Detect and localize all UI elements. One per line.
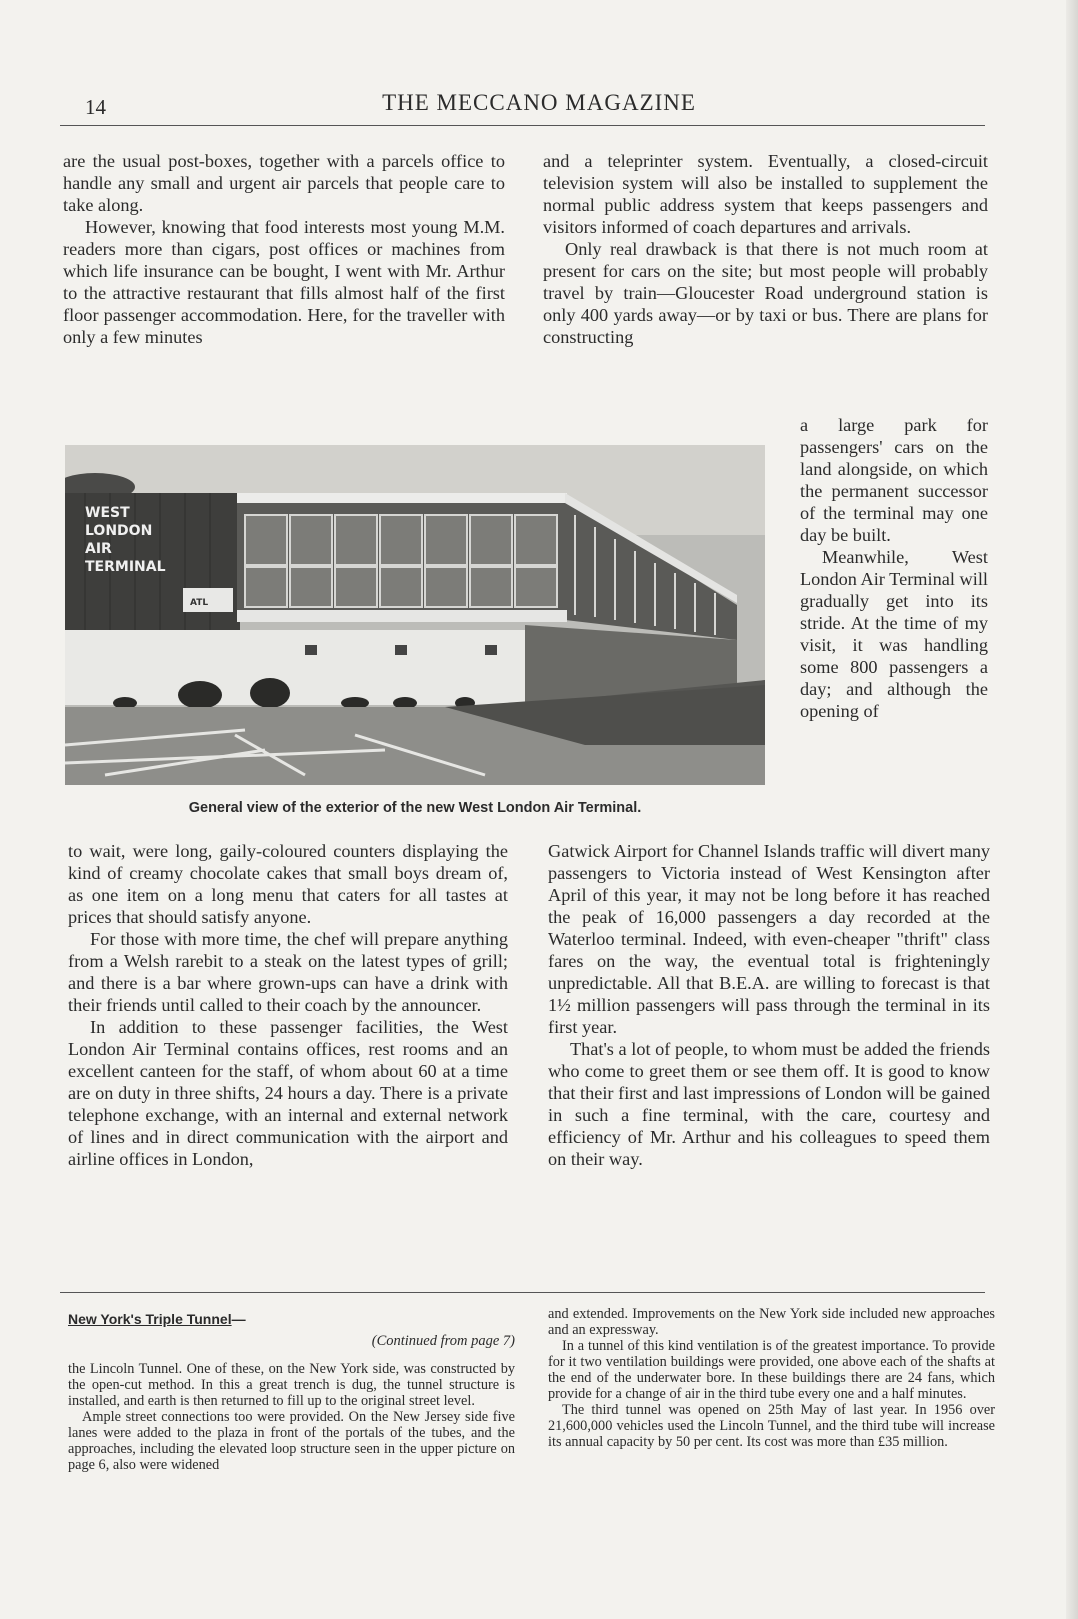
paragraph: Meanwhile, West London Air Terminal will gradually get into its stride. At the time of my visit, it was handling some 800 passengers a day; and although the opening of [800, 547, 988, 721]
section-rule [60, 1292, 985, 1293]
paragraph: Gatwick Airport for Channel Islands traffic will divert many passengers to Victoria instead of West Kensington after April of this year, it may not be long before it has reached the peak of 16,000 passengers a day recorded at the Waterloo terminal. Indeed, with even-cheaper "thrift" class fares on the way, the eventual total is frighteningly unpredictable. All that B.E.A. are willing to forecast is that 1½ million passengers will pass through the terminal in its first year. [548, 841, 990, 1037]
paragraph: However, knowing that food interests most young M.M. readers more than cigars, post offices or machines from which life insurance can be bought, I went with Mr. Arthur to the attractive restaurant that fills almost half of the first floor passenger accommodation. Here, for the traveller with only a few minutes [63, 217, 505, 347]
sign-london: LONDON [85, 523, 153, 539]
paragraph: In addition to these passenger facilities, the West London Air Terminal contains offices, rest rooms and an excellent canteen for the staff, of whom about 60 at a time are on duty in three shifts, 24 hours a day. There is a private telephone exchange, with an internal and external network of lines and in direct communication with the airport and airline offices in London, [68, 1017, 508, 1169]
sign-west: WEST [85, 505, 130, 521]
article-col-left-bottom [68, 840, 508, 1170]
terminal-photo [65, 445, 765, 785]
photo-caption: General view of the exterior of the new West London Air Terminal. [188, 800, 642, 816]
paragraph: For those with more time, the chef will prepare anything from a Welsh rarebit to a steak on the latest types of grill; and there is a bar where grown-ups can have a drink with their friends until called to their coach by the announcer. [68, 929, 508, 1015]
continued-from-note: (Continued from page 7) [371, 1333, 515, 1349]
paragraph: Only real drawback is that there is not much room at present for cars on the site; but most people will probably travel by train—Gloucester Road underground station is only 400 yards away—or by taxi or bus. There are plans for constructing [543, 239, 988, 347]
continuation-col-left [68, 1361, 515, 1473]
paragraph: Ample street connections too were provided. On the New Jersey side five lanes were added to the plaza in front of the portals of the tubes, and the approaches, including the elevated loop structure seen in the upper picture on page 6, also were widened [68, 1409, 515, 1473]
paragraph: a large park for passengers' cars on the land alongside, on which the permanent successor of the terminal may one day be built. [800, 415, 988, 545]
article-col-narrow [800, 414, 988, 722]
continuation-heading [68, 1311, 246, 1327]
sign-atl: ATL [190, 598, 209, 608]
paragraph: to wait, were long, gaily-coloured counters displaying the kind of creamy chocolate cakes that small boys dream of, as one item on a long menu that caters for all tastes at prices that should satisfy anyone. [68, 841, 508, 927]
paragraph: and a teleprinter system. Eventually, a closed-circuit television system will also be installed to supplement the normal public address system that keeps passengers and visitors informed of coach departures and arrivals. [543, 151, 988, 237]
paragraph: In a tunnel of this kind ventilation is of the greatest importance. To provide for it two ventilation buildings were provided, one above each of the shafts at the end of the underwater bore. In these buildings there are 24 fans, which provide for a change of air in the third tube every one and a half minutes. [548, 1338, 995, 1402]
masthead: THE MECCANO MAGAZINE [382, 90, 696, 115]
paragraph: That's a lot of people, to whom must be added the friends who come to greet them or see them off. It is good to know that their first and last impressions of London will be gained in such a fine terminal, with the care, courtesy and efficiency of Mr. Arthur and his colleagues to speed them on their way. [548, 1039, 990, 1169]
terminal-building-illustration [65, 445, 765, 785]
paragraph: are the usual post-boxes, together with a parcels office to handle any small and urgent air parcels that people care to take along. [63, 151, 505, 215]
sign-terminal: TERMINAL [85, 559, 166, 575]
article-col-right-top [543, 150, 988, 348]
page-edge-shadow [1066, 0, 1078, 1619]
article-col-right-bottom [548, 840, 990, 1170]
sign-air: AIR [85, 541, 112, 557]
continuation-title: New York's Triple Tunnel [68, 1311, 232, 1327]
page-number: 14 [85, 95, 106, 119]
continuation-dash: — [231, 1311, 246, 1327]
paragraph: and extended. Improvements on the New York side included new approaches and an expressway. [548, 1306, 995, 1338]
header-rule [60, 125, 985, 126]
article-col-left-top [63, 150, 505, 348]
paragraph: The third tunnel was opened on 25th May of last year. In 1956 over 21,600,000 vehicles used the Lincoln Tunnel, and the third tube will increase its annual capacity by 50 per cent. Its cost was more than £35 million. [548, 1402, 995, 1450]
paragraph: the Lincoln Tunnel. One of these, on the New York side, was constructed by the open-cut method. In this a great trench is dug, the tunnel structure is installed, and earth is then returned to fill up to the original street level. [68, 1361, 515, 1409]
continuation-col-right [548, 1306, 995, 1450]
